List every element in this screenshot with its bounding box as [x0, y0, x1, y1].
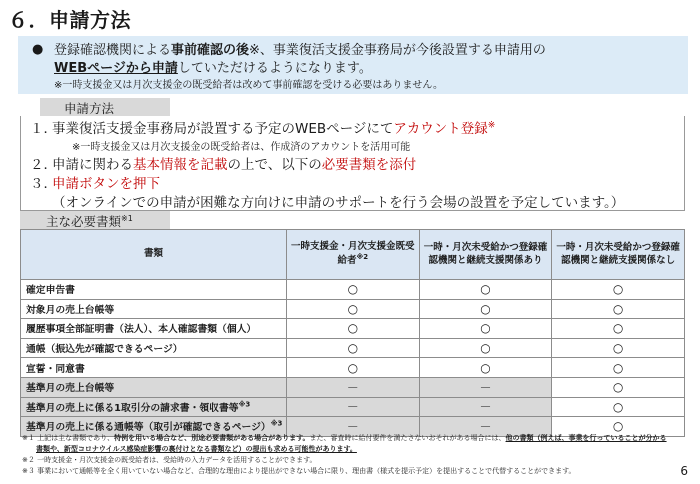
notice-line-2 [54, 57, 372, 76]
footnote-emphasis: 特例を用いる場合など、別途必要書類がある場合があります。 [114, 434, 310, 442]
step-highlight: 基本情報を記載 [133, 157, 228, 173]
requirement-mark-c1: ○ [286, 299, 419, 319]
document-name [21, 338, 287, 358]
section-docs-sup: ※1 [121, 213, 133, 223]
requirement-mark-c3: ○ [552, 358, 685, 378]
required-documents-table [20, 229, 685, 437]
document-name [21, 377, 287, 397]
requirement-mark-c2: ○ [419, 319, 552, 339]
requirement-mark-c3: ○ [552, 397, 685, 417]
requirement-mark-c2: － [419, 377, 552, 397]
notice-footnote: ※一時支援金又は月次支援金の既受給者は改めて事前確認を受ける必要はありません。 [54, 80, 443, 91]
header-col-1-sup: ※2 [356, 253, 369, 262]
header-col-1 [286, 230, 419, 280]
footnote-1 [22, 433, 692, 444]
document-name-text: 履歴事項全部証明書（法人）、本人確認書類（個人） [26, 324, 257, 336]
notice-text: ※、事業復活支援金事務局が今後設置する申請用の [249, 43, 546, 58]
step-text: の上で、以下の [227, 157, 322, 173]
table-row [21, 358, 685, 378]
step-highlight: 必要書類を添付 [321, 157, 417, 173]
requirement-mark-c1: － [286, 377, 419, 397]
footnote-emphasis: 書類や、新型コロナウイルス感染症影響の裏付けとなる書類など）の提出も求める可能性があります。 [36, 444, 357, 453]
footnote-emphasis: 他の書類（例えば、事業を行っていることが分かる [505, 434, 667, 442]
requirement-mark-c3: ○ [552, 299, 685, 319]
requirement-mark-c3: ○ [552, 417, 685, 437]
requirement-mark-c2: － [419, 417, 552, 437]
step-highlight: 申請ボタンを押下 [52, 176, 160, 192]
requirement-mark-c1: － [286, 397, 419, 417]
notice-emphasis: 事前確認の後 [171, 43, 250, 58]
document-name-sup: ※3 [270, 420, 283, 429]
document-name [21, 319, 287, 339]
step-number: ３． [30, 176, 57, 192]
bullet-icon: ● [32, 42, 44, 57]
table-row [21, 377, 685, 397]
footnote-3: ※３ 事業において通帳等を全く用いていない場合など、合理的な理由により提出ができない場合に限り、理由書（様式を提示予定）を提出することで代替することができます。 [22, 466, 576, 475]
document-name [21, 280, 287, 300]
header-col-3: 一時・月次未受給かつ登録確認機関と継続支援関係なし [552, 230, 685, 280]
requirement-mark-c2: ○ [419, 338, 552, 358]
header-col-1-text: 一時支援金・月次支援金既受給者 [291, 241, 415, 267]
document-name-text: 通帳（振込先が確認できるページ） [26, 344, 183, 356]
footnote-text: また、審査時に給付要件を満たさないおそれがある場合には、 [309, 434, 506, 442]
notice-box [18, 36, 688, 94]
table-row [21, 397, 685, 417]
header-col-2: 一時・月次未受給かつ登録確認機関と継続支援関係あり [419, 230, 552, 280]
requirement-mark-c1: ○ [286, 319, 419, 339]
document-name-text: 対象月の売上台帳等 [26, 304, 115, 316]
table-row [21, 280, 685, 300]
requirement-mark-c2: － [419, 397, 552, 417]
table-row [21, 299, 685, 319]
table-row [21, 319, 685, 339]
page-number: 6 [680, 464, 688, 478]
header-doc: 書類 [21, 230, 287, 280]
document-name-text: 確定申告書 [26, 285, 75, 297]
section-label-apply: 申請方法 [40, 98, 170, 116]
requirement-mark-c1: ○ [286, 338, 419, 358]
requirement-mark-c1: ○ [286, 280, 419, 300]
step-sup: ※ [487, 120, 496, 131]
step-text: 事業復活支援金事務局が設置する予定のWEBページにて [52, 121, 394, 137]
step-3-note: （オンラインでの申請が困難な方向けに申請のサポートを行う会場の設置を予定しています。） [52, 195, 625, 211]
requirement-mark-c3: ○ [552, 319, 685, 339]
section-docs-text: 主な必要書類 [46, 214, 122, 229]
table-header-row [21, 230, 685, 280]
notice-text: していただけるようになります。 [177, 61, 372, 76]
step-1 [30, 117, 495, 137]
section-label-docs [20, 211, 170, 229]
step-2 [30, 153, 416, 173]
requirement-mark-c1: － [286, 417, 419, 437]
requirement-mark-c1: ○ [286, 358, 419, 378]
requirement-mark-c2: ○ [419, 299, 552, 319]
document-name-text: 基準月の売上に係る1取引分の請求書・領収書等 [26, 402, 239, 414]
document-name [21, 358, 287, 378]
footnotes [22, 433, 692, 476]
document-name-text: 宣誓・同意書 [26, 363, 85, 375]
footnote-2: ※２ 一時支援金・月次支援金の既受給者は、受給時の入力データを活用することができます。 [22, 455, 317, 464]
requirement-mark-c3: ○ [552, 377, 685, 397]
page-title: ６．申請方法 [8, 8, 131, 32]
footnote-1-cont [22, 444, 692, 455]
document-name [21, 299, 287, 319]
document-name-text: 基準月の売上に係る通帳等（取引が確認できるページ） [26, 422, 271, 434]
document-name [21, 397, 287, 417]
notice-emphasis: WEBページから申請 [54, 61, 178, 76]
step-number: １． [30, 121, 57, 137]
step-highlight: アカウント登録 [393, 121, 488, 137]
step-number: ２． [30, 157, 57, 173]
requirement-mark-c2: ○ [419, 358, 552, 378]
requirement-mark-c3: ○ [552, 338, 685, 358]
step-text: 申請に関わる [52, 157, 133, 173]
step-3 [30, 172, 160, 192]
step-1-note: ※一時支援金又は月次支援金の既受給者は、作成済のアカウントを活用可能 [72, 142, 411, 153]
table-row [21, 338, 685, 358]
requirement-mark-c2: ○ [419, 280, 552, 300]
notice-text: 登録確認機関による [54, 43, 172, 58]
notice-line-1 [54, 39, 546, 58]
requirement-mark-c3: ○ [552, 280, 685, 300]
document-name-sup: ※3 [238, 400, 251, 409]
document-name-text: 基準月の売上台帳等 [26, 383, 115, 395]
footnote-text: ※１ 上記は主な書類であり、 [22, 434, 115, 442]
